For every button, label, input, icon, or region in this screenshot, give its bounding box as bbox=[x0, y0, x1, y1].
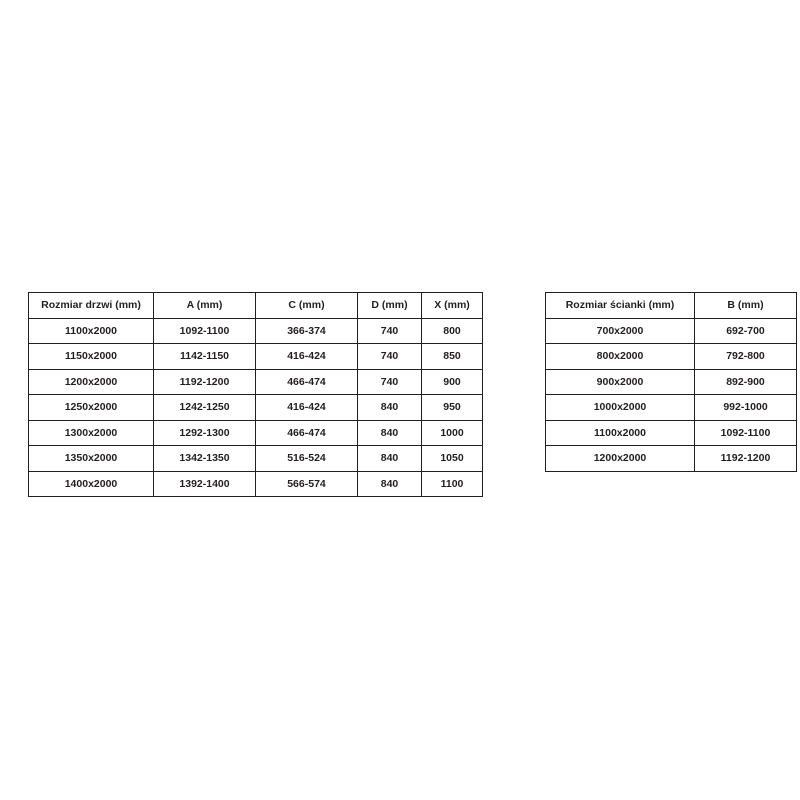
column-header-c: C (mm) bbox=[256, 293, 358, 319]
cell-c: 416-424 bbox=[256, 344, 358, 370]
column-header-d: D (mm) bbox=[358, 293, 422, 319]
cell-wall-size: 1200x2000 bbox=[546, 446, 695, 472]
table-row bbox=[546, 420, 797, 446]
cell-d: 840 bbox=[358, 446, 422, 472]
cell-c: 416-424 bbox=[256, 395, 358, 421]
table-header-row bbox=[546, 293, 797, 319]
cell-a: 1342-1350 bbox=[154, 446, 256, 472]
column-header-wall-size: Rozmiar ścianki (mm) bbox=[546, 293, 695, 319]
cell-x: 1100 bbox=[422, 471, 483, 497]
cell-d: 840 bbox=[358, 471, 422, 497]
cell-door-size: 1100x2000 bbox=[29, 318, 154, 344]
cell-a: 1392-1400 bbox=[154, 471, 256, 497]
cell-wall-size: 900x2000 bbox=[546, 369, 695, 395]
table-row bbox=[546, 318, 797, 344]
cell-x: 850 bbox=[422, 344, 483, 370]
table-row bbox=[546, 446, 797, 472]
cell-door-size: 1200x2000 bbox=[29, 369, 154, 395]
table-row bbox=[29, 471, 483, 497]
cell-d: 840 bbox=[358, 395, 422, 421]
table-row bbox=[29, 446, 483, 472]
cell-a: 1242-1250 bbox=[154, 395, 256, 421]
cell-b: 892-900 bbox=[695, 369, 797, 395]
cell-door-size: 1300x2000 bbox=[29, 420, 154, 446]
cell-c: 366-374 bbox=[256, 318, 358, 344]
table-row bbox=[546, 344, 797, 370]
cell-c: 466-474 bbox=[256, 369, 358, 395]
cell-a: 1092-1100 bbox=[154, 318, 256, 344]
column-header-x: X (mm) bbox=[422, 293, 483, 319]
cell-d: 840 bbox=[358, 420, 422, 446]
cell-d: 740 bbox=[358, 318, 422, 344]
table-row bbox=[29, 318, 483, 344]
table-row bbox=[29, 369, 483, 395]
cell-x: 900 bbox=[422, 369, 483, 395]
cell-b: 692-700 bbox=[695, 318, 797, 344]
cell-c: 566-574 bbox=[256, 471, 358, 497]
table-row bbox=[29, 420, 483, 446]
cell-b: 1192-1200 bbox=[695, 446, 797, 472]
tables-container bbox=[0, 292, 800, 497]
cell-b: 792-800 bbox=[695, 344, 797, 370]
table-row bbox=[29, 395, 483, 421]
cell-c: 466-474 bbox=[256, 420, 358, 446]
cell-wall-size: 1000x2000 bbox=[546, 395, 695, 421]
table-header-row bbox=[29, 293, 483, 319]
wall-dimensions-table bbox=[545, 292, 797, 472]
cell-wall-size: 1100x2000 bbox=[546, 420, 695, 446]
table-row bbox=[546, 369, 797, 395]
cell-a: 1142-1150 bbox=[154, 344, 256, 370]
cell-x: 800 bbox=[422, 318, 483, 344]
cell-x: 1000 bbox=[422, 420, 483, 446]
cell-d: 740 bbox=[358, 344, 422, 370]
cell-door-size: 1400x2000 bbox=[29, 471, 154, 497]
cell-a: 1292-1300 bbox=[154, 420, 256, 446]
cell-x: 950 bbox=[422, 395, 483, 421]
cell-door-size: 1150x2000 bbox=[29, 344, 154, 370]
cell-a: 1192-1200 bbox=[154, 369, 256, 395]
table-row bbox=[546, 395, 797, 421]
cell-wall-size: 700x2000 bbox=[546, 318, 695, 344]
doors-dimensions-table bbox=[28, 292, 483, 497]
cell-b: 1092-1100 bbox=[695, 420, 797, 446]
column-header-a: A (mm) bbox=[154, 293, 256, 319]
cell-door-size: 1350x2000 bbox=[29, 446, 154, 472]
cell-wall-size: 800x2000 bbox=[546, 344, 695, 370]
cell-d: 740 bbox=[358, 369, 422, 395]
cell-door-size: 1250x2000 bbox=[29, 395, 154, 421]
column-header-b: B (mm) bbox=[695, 293, 797, 319]
cell-b: 992-1000 bbox=[695, 395, 797, 421]
column-header-door-size: Rozmiar drzwi (mm) bbox=[29, 293, 154, 319]
table-row bbox=[29, 344, 483, 370]
cell-x: 1050 bbox=[422, 446, 483, 472]
cell-c: 516-524 bbox=[256, 446, 358, 472]
